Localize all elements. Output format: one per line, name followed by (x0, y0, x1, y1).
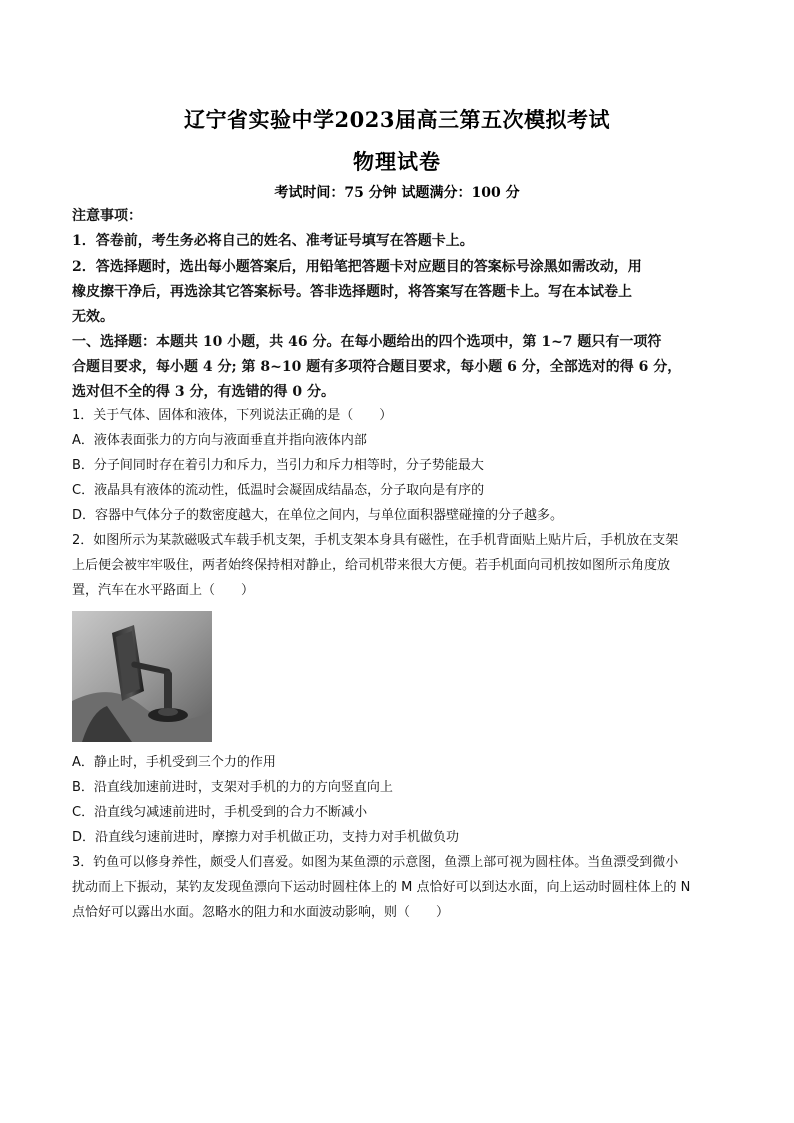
q1-stem: 1．关于气体、固体和液体，下列说法正确的是（ ） (72, 408, 393, 423)
q3-stem-line-1: 3．钓鱼可以修身养性，颇受人们喜爱。如图为某鱼漂的示意图，鱼漂上部可视为圆柱体。当鱼漂受到微小 (72, 855, 679, 870)
exam-subject: 物理试卷 (353, 149, 441, 174)
q2-stem-line-3: 置，汽车在水平路面上（ ） (72, 583, 255, 598)
q2-option-a: A．静止时，手机受到三个力的作用 (72, 755, 276, 770)
phone-holder-photo (72, 611, 212, 742)
q1-option-a: A．液体表面张力的方向与液面垂直并指向液体内部 (72, 433, 367, 448)
q2-stem-line-2: 上后便会被牢牢吸住，两者始终保持相对静止，给司机带来很大方便。若手机面向司机按如图所示角度放 (72, 558, 671, 573)
section-1-intro-line-3: 选对但不全的得 3 分，有选错的得 0 分。 (72, 384, 335, 400)
exam-title: 辽宁省实验中学2023届高三第五次模拟考试 (184, 107, 610, 132)
section-1-intro-line-2: 合题目要求，每小题 4 分; 第 8~10 题有多项符合题目要求，每小题 6 分，全部选对的得 6 分， (72, 359, 682, 375)
phone-holder-illustration (72, 611, 212, 742)
exam-info: 考试时间：75 分钟 试题满分：100 分 (274, 185, 520, 201)
note-item-2-line-3: 无效。 (72, 309, 114, 325)
q2-option-c: C．沿直线匀减速前进时，手机受到的合力不断减小 (72, 805, 368, 820)
q1-option-b: B．分子间同时存在着引力和斥力，当引力和斥力相等时，分子势能最大 (72, 458, 484, 473)
q2-option-b: B．沿直线加速前进时，支架对手机的力的方向竖直向上 (72, 780, 393, 795)
section-1-intro-line-1: 一、选择题：本题共 10 小题，共 46 分。在每小题给出的四个选项中，第 1~7 题只有一项符 (72, 334, 662, 350)
q2-option-d: D．沿直线匀速前进时，摩擦力对手机做正功，支持力对手机做负功 (72, 830, 460, 845)
note-item-2-line-1: 2．答选择题时，选出每小题答案后，用铅笔把答题卡对应题目的答案标号涂黑如需改动，用 (72, 259, 642, 275)
q1-option-c: C．液晶具有液体的流动性，低温时会凝固成结晶态，分子取向是有序的 (72, 483, 485, 498)
q3-stem-line-2: 扰动而上下振动，某钓友发现鱼漂向下运动时圆柱体上的 M 点恰好可以到达水面，向上运动时圆柱体上的 N (72, 880, 691, 895)
note-item-2-line-2: 橡皮擦干净后，再选涂其它答案标号。答非选择题时，将答案写在答题卡上。写在本试卷上 (72, 284, 632, 300)
q1-option-d: D．容器中气体分子的数密度越大，在单位之间内，与单位面积器壁碰撞的分子越多。 (72, 508, 564, 523)
q2-stem-line-1: 2．如图所示为某款磁吸式车载手机支架，手机支架本身具有磁性，在手机背面贴上贴片后，手机放在支架 (72, 533, 679, 548)
q3-stem-line-3: 点恰好可以露出水面。忽略水的阻力和水面波动影响，则（ ） (72, 905, 450, 920)
note-item-1: 1．答卷前，考生务必将自己的姓名、准考证号填写在答题卡上。 (72, 233, 474, 249)
notes-heading: 注意事项： (72, 208, 142, 224)
